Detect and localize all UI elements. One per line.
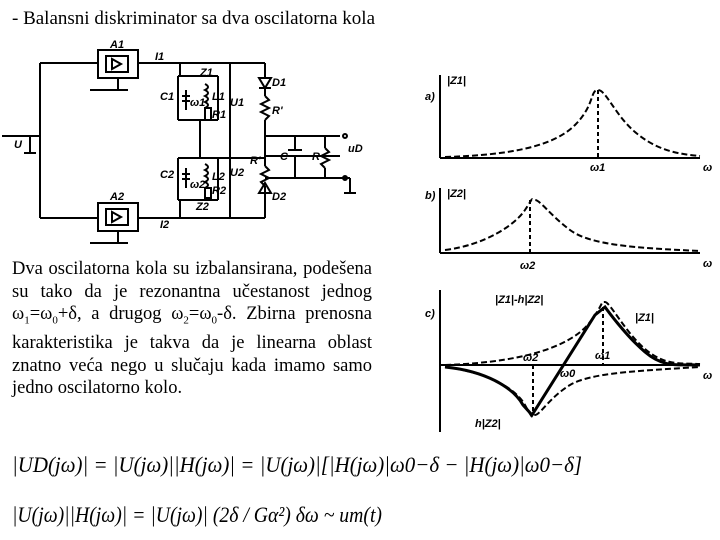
label-r1: R1 [212, 109, 227, 121]
graph-c-tag: c) [425, 308, 435, 320]
label-w1: ω1 [190, 97, 206, 109]
label-r: R [312, 151, 320, 163]
label-rp2: R' [250, 155, 261, 167]
graph-b-ylabel: |Z2| [447, 188, 466, 200]
graph-a-z1 [425, 70, 715, 175]
label-l1: L1 [212, 91, 225, 103]
graph-c-xlabel: ω [703, 370, 713, 382]
label-u1: U1 [230, 97, 245, 109]
graph-a-ylabel: |Z1| [447, 75, 466, 87]
label-l2: L2 [212, 171, 225, 183]
graph-c-w2: ω2 [523, 352, 539, 364]
label-u: U [14, 139, 22, 151]
graph-a-peak: ω1 [590, 162, 606, 174]
discriminator-circuit [0, 38, 400, 253]
label-i1: I1 [155, 51, 165, 63]
label-d1: D1 [272, 77, 287, 89]
label-c1: C1 [160, 91, 175, 103]
graph-c-w0: ω0 [560, 368, 576, 380]
label-z2: Z2 [196, 201, 209, 213]
label-z1: Z1 [200, 67, 213, 79]
graph-c-hz2-label: h|Z2| [475, 418, 501, 430]
equation-line-2: |U(jω)||H(jω)| = |U(jω)| (2δ / Gα²) δω ~ um(t) [12, 502, 382, 527]
graph-c-combined [425, 287, 715, 437]
label-i2: I2 [160, 219, 170, 231]
label-a2: A2 [110, 191, 125, 203]
graph-a-xlabel: ω [703, 162, 713, 174]
description-paragraph: Dva oscilatorna kola su izbalansirana, podešena su tako da je rezonantna učestanost jednog $\omega_1=\omega_0+\delta$, a drugog $\omega_2=\omega_0-\delta$. Zbirna prenosna karakteristika je takva da je linearna oblast znatno veća nego u slučaju kada imamo samo jedno oscilatorno kolo. [12, 259, 372, 399]
graph-b-z2 [425, 185, 715, 280]
graph-b-peak: ω2 [520, 260, 536, 272]
label-w2: ω2 [190, 179, 206, 191]
label-a1: A1 [110, 39, 125, 51]
label-c2: C2 [160, 169, 175, 181]
equations [10, 448, 610, 538]
label-u2: U2 [230, 167, 245, 179]
graph-a-tag: a) [425, 91, 435, 103]
label-r2: R2 [212, 185, 227, 197]
graph-c-diff-label: |Z1|-h|Z2| [495, 294, 544, 306]
slide-title: - Balansni diskriminator sa dva oscilatorna kola [12, 8, 376, 29]
graph-b-xlabel: ω [703, 258, 713, 270]
graph-c-w1: ω1 [595, 350, 611, 362]
label-c: C [280, 151, 288, 163]
graph-b-tag: b) [425, 190, 436, 202]
label-ud: uD [348, 143, 363, 155]
label-d2: D2 [272, 191, 287, 203]
equation-line-1: |UD(jω)| = |U(jω)||H(jω)| = |U(jω)|[|H(jω)|ω0−δ − |H(jω)|ω0−δ] [12, 452, 582, 477]
graph-c-z1-label: |Z1| [635, 312, 654, 324]
label-rp1: R' [272, 105, 283, 117]
